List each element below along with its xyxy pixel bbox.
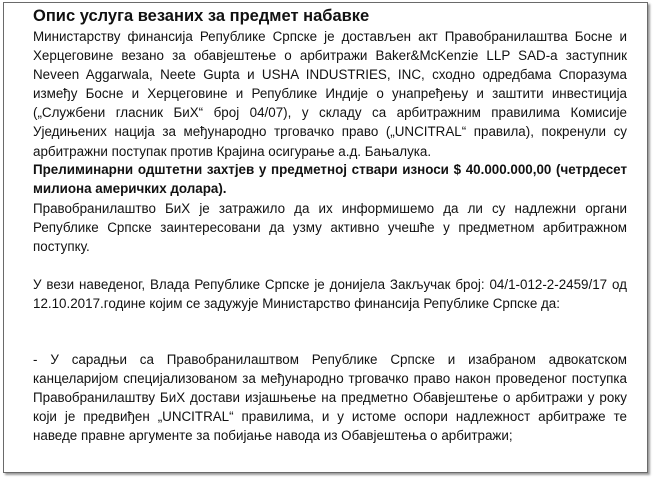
document-heading: Опис услуга везаних за предмет набавке — [33, 7, 370, 25]
paragraph-claim-amount: Прелиминарни одштетни захтјев у предметној ствари износи $ 40.000.000,00 (четрдесет милиона америчких долара). — [33, 162, 627, 197]
paragraph-bullet-task: - У сарадњи са Правобранилаштвом Републике Српске и изабраном адвокатском канцеларијом специјализованом за међународно трговачко право након проведеног поступка Правобранилаштву БиХ достави изјашњење на предметно Обавјештење о арбитражи у року који је предвиђен „UNCITRAL“ правилима, и у истоме оспори надлежност арбитраже те наведе правне аргументе за побијање навода из Обавјештења о арбитражи; — [33, 352, 627, 444]
paragraph-intro: Министарству финансија Републике Српске је достављен акт Правобранилаштва Босне и Херцеговине везано за обавјештење о арбитражи Baker&McKenzie LLP SAD-а заступник Neveen Aggarwala, Neete Gupta и USHA INDUSTRIES, INC, сходно одредбама Споразума између Босне и Херцеговине и Републике Индије о унапређењу и заштити инвестиција („Службени гласник БиХ“ број 04/07), у складу са арбитражним правилима Комисије Уједињених нација за међународно трговачко право („UNCITRAL“ правила), покренули су арбитражни поступак против Крајина осигурање а.д. Бањалука. — [33, 29, 627, 159]
paragraph-government-decision: У вези наведеног, Влада Републике Српске је донијела Закључак број: 04/1-012-2-2459/17 од 12.10.2017.године којим се задужује Министарство финансија Републике Српске да: — [33, 277, 627, 312]
document-page — [3, 2, 648, 473]
paragraph-request: Правобранилаштво БиХ је затражило да их информишемо да ли су надлежни органи Републике Српске заинтересовани да узму активно учешће у предметном арбитражном поступку. — [33, 201, 627, 255]
